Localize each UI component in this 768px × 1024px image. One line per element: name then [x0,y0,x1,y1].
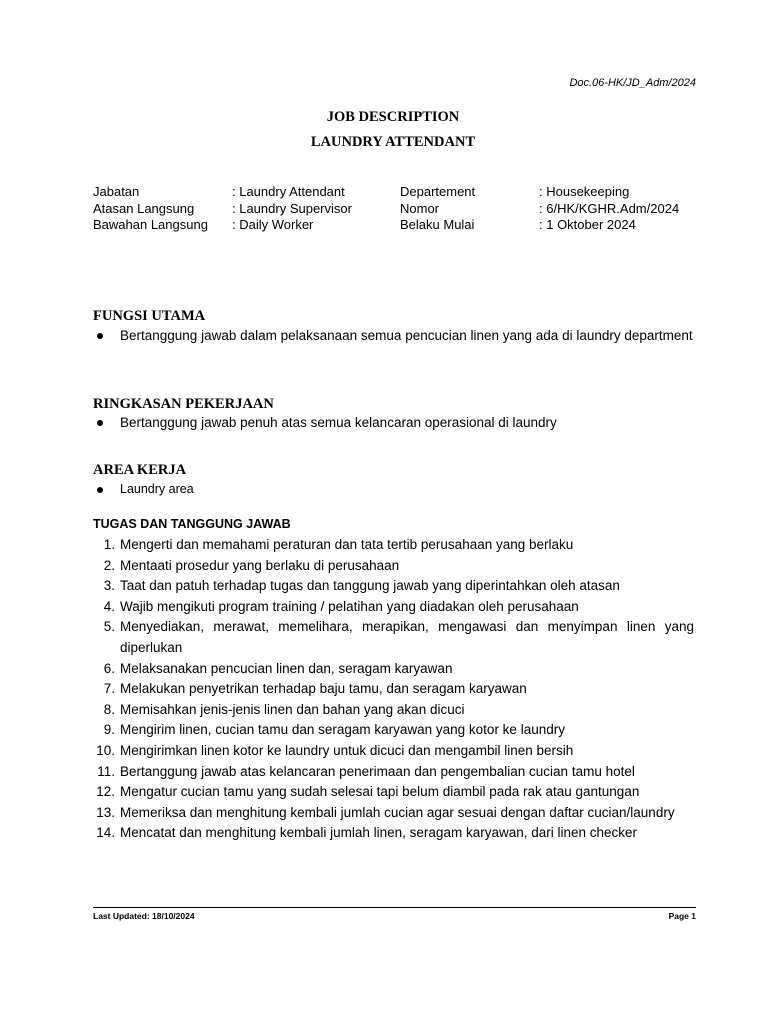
tugas-item [93,700,694,721]
tugas-item-number: 1. [103,537,115,552]
tugas-item-text: Melakukan penyetrikan terhadap baju tamu, dan seragam karyawan [120,681,527,697]
info-value-bawahan: : Daily Worker [232,217,314,232]
list-item-text: Laundry area [120,482,194,496]
info-right-labels [400,184,475,234]
list-item [93,412,703,433]
tugas-item-text: Memeriksa dan menghitung kembali jumlah cucian agar sesuai dengan daftar cucian/laundry [120,804,675,820]
bullet-icon [97,420,103,426]
tugas-item-number: 9. [103,722,115,738]
tugas-item-text: Mentaati prosedur yang berlaku di perusahaan [120,557,400,573]
info-left-values [232,184,352,234]
tugas-item-number: 12. [96,784,115,800]
info-left-labels [93,184,208,234]
info-right-values [539,184,679,234]
tugas-item [93,803,694,824]
footer-last-updated: Last Updated: 18/10/2024 [93,911,195,921]
area-kerja-list [93,479,703,500]
section-heading-tugas: TUGAS DAN TANGGUNG JAWAB [93,517,291,531]
tugas-item-text: Bertanggung jawab atas kelancaran penerimaan dan pengembalian cucian tamu hotel [120,763,635,779]
info-value-jabatan: : Laundry Attendant [232,184,345,199]
section-heading-fungsi-utama: FUNGSI UTAMA [93,308,206,324]
tugas-item [93,720,694,741]
section-heading-area-kerja: AREA KERJA [93,462,187,478]
footer-page-number: Page 1 [668,911,696,921]
tugas-item-number: 8. [103,701,115,717]
tugas-item-text: Taat dan patuh terhadap tugas dan tanggung jawab yang diperintahkan oleh atasan [120,578,620,594]
tugas-item [93,762,694,783]
tugas-item-text: Mengatur cucian tamu yang sudah selesai tapi belum diambil pada rak atau gantungan [120,784,640,800]
document-subtitle: LAUNDRY ATTENDANT [310,134,476,150]
tugas-item [93,576,694,597]
tugas-item-number: 3. [103,578,115,594]
tugas-item-number: 11. [97,763,115,779]
info-label-bawahan: Bawahan Langsung [93,217,208,232]
info-value-departement: : Housekeeping [539,184,630,199]
tugas-item-number: 7. [103,681,115,697]
list-item [93,479,703,500]
tugas-item-number: 2. [103,557,115,573]
info-label-atasan: Atasan Langsung [93,200,195,216]
ringkasan-list [93,412,703,433]
tugas-item-text: Memisahkan jenis-jenis linen dan bahan yang akan dicuci [120,701,465,717]
info-label-belaku: Belaku Mulai [400,217,475,232]
tugas-item-text: Mengirimkan linen kotor ke laundry untuk dicuci dan mengambil linen bersih [120,742,574,758]
info-label-nomor: Nomor [400,200,440,216]
tugas-item [93,741,694,762]
tugas-item-number: 14. [96,825,115,841]
list-item-text: Bertanggung jawab dalam pelaksanaan semua pencucian linen yang ada di laundry department [120,328,693,343]
tugas-item-text: Mengirim linen, cucian tamu dan seragam karyawan yang kotor ke laundry [120,722,565,738]
tugas-item [93,535,694,556]
list-item-text: Bertanggung jawab penuh atas semua kelancaran operasional di laundry [120,415,557,430]
tugas-item-text: Melaksanakan pencucian linen dan, seragam karyawan [120,660,453,676]
tugas-item-number: 13. [96,804,115,820]
tugas-item [93,556,694,577]
fungsi-utama-list [93,325,703,346]
section-heading-ringkasan: RINGKASAN PEKERJAAN [93,396,274,412]
info-label-jabatan: Jabatan [93,184,140,199]
list-item [93,325,703,346]
bullet-icon [97,487,103,493]
tugas-item-text: Mencatat dan menghitung kembali jumlah linen, seragam karyawan, dari linen checker [120,825,638,841]
info-label-departement: Departement [400,184,476,199]
tugas-item [93,597,694,618]
tugas-item-number: 5. [103,619,115,635]
tugas-item [93,617,694,658]
bullet-icon [97,333,103,339]
tugas-item-number: 10. [96,742,115,758]
tugas-item [93,782,694,803]
tugas-item-text: Wajib mengikuti program training / pelatihan yang diadakan oleh perusahaan [120,598,579,614]
document-code: Doc.06-HK/JD_Adm/2024 [569,77,696,89]
tugas-list [93,535,694,844]
tugas-item-text: Menyediakan, merawat, memelihara, merapikan, mengawasi dan menyimpan linen yang diperlukan [120,619,694,655]
footer-divider [93,907,696,908]
tugas-item [93,823,694,844]
info-value-nomor: : 6/HK/KGHR.Adm/2024 [539,200,680,216]
document-title: JOB DESCRIPTION [326,109,460,125]
tugas-item-number: 6. [103,660,115,676]
info-value-belaku: : 1 Oktober 2024 [539,217,636,232]
tugas-item [93,679,694,700]
tugas-item [93,659,694,680]
info-value-atasan: : Laundry Supervisor [232,200,352,216]
tugas-item-number: 4. [103,598,115,614]
tugas-item-text: Mengerti dan memahami peraturan dan tata tertib perusahaan yang berlaku [120,537,574,552]
